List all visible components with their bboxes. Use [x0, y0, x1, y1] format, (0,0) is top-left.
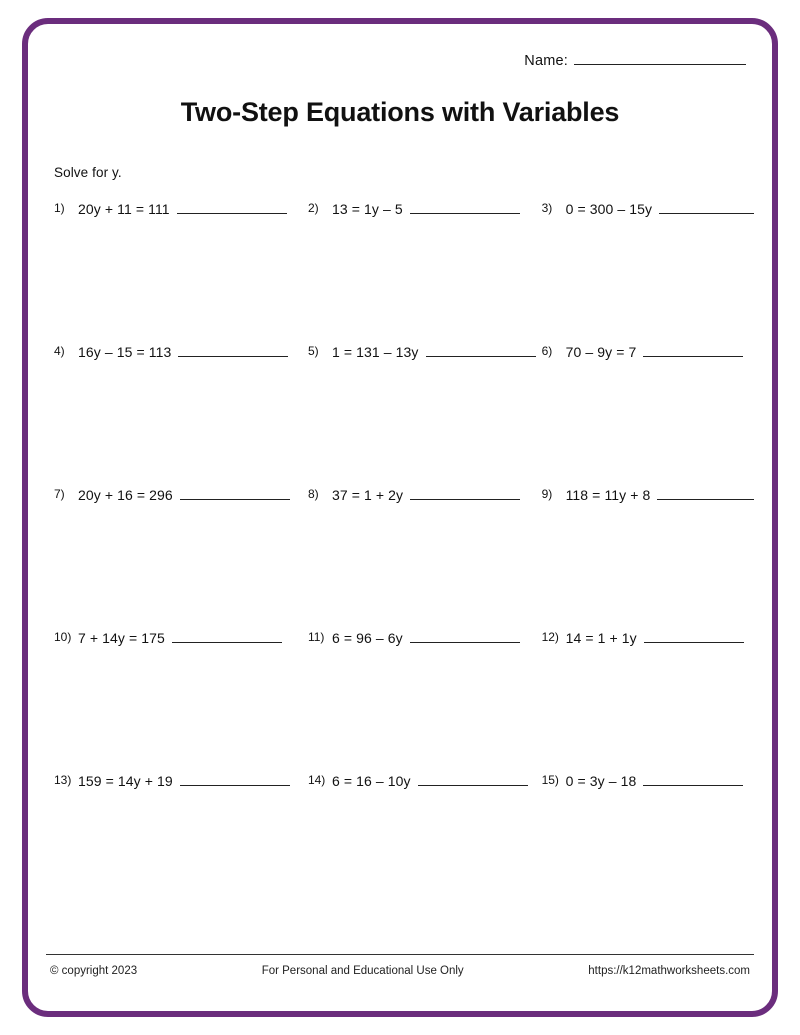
name-field-row — [46, 50, 754, 69]
problem-number: 7) — [54, 487, 65, 501]
answer-blank[interactable] — [177, 198, 287, 214]
problem-equation: 6 = 96 – 6y — [331, 630, 403, 646]
problem-equation: 6 = 16 – 10y — [331, 773, 411, 789]
worksheet-content — [46, 44, 754, 991]
problem-number: 4) — [54, 344, 65, 358]
problem-item — [308, 627, 542, 770]
problem-number: 14) — [307, 773, 326, 787]
problem-item — [542, 627, 754, 770]
problem-row — [46, 627, 754, 770]
problem-row — [46, 198, 754, 341]
answer-blank[interactable] — [178, 341, 288, 357]
problem-number: 1) — [54, 201, 65, 215]
answer-blank[interactable] — [643, 770, 743, 786]
answer-blank[interactable] — [410, 627, 520, 643]
problem-item — [308, 198, 542, 341]
problem-body — [566, 627, 754, 646]
problem-equation: 1 = 131 – 13y — [331, 344, 419, 360]
problem-equation: 14 = 1 + 1y — [565, 630, 637, 646]
problem-number: 8) — [307, 487, 319, 501]
problem-body — [332, 770, 542, 789]
answer-blank[interactable] — [172, 627, 282, 643]
problem-equation: 20y + 11 = 111 — [78, 201, 170, 217]
problem-body — [566, 770, 754, 789]
problem-row — [46, 770, 754, 913]
problem-equation: 159 = 14y + 19 — [78, 773, 173, 789]
usage-text: For Personal and Educational Use Only — [261, 965, 464, 977]
problem-number: 12) — [541, 630, 559, 644]
problem-item — [542, 341, 754, 484]
problem-body — [566, 198, 754, 217]
problem-body — [566, 341, 754, 360]
problem-equation: 13 = 1y – 5 — [331, 201, 403, 217]
name-input-line[interactable] — [574, 50, 746, 65]
problem-body — [78, 484, 308, 503]
problem-body — [332, 627, 542, 646]
problem-item — [308, 484, 542, 627]
website-url: https://k12mathworksheets.com — [588, 965, 750, 977]
problem-equation: 37 = 1 + 2y — [331, 487, 404, 503]
problem-body — [78, 198, 308, 217]
problem-number: 2) — [307, 201, 319, 215]
problem-equation: 0 = 300 – 15y — [565, 201, 653, 217]
problem-item — [308, 770, 542, 913]
problem-body — [332, 484, 542, 503]
problem-item — [46, 770, 308, 913]
problem-number: 5) — [307, 344, 319, 358]
problem-item — [46, 484, 308, 627]
problem-body — [332, 198, 542, 217]
page-title: Two-Step Equations with Variables — [180, 97, 620, 127]
problem-number: 10) — [54, 630, 72, 644]
answer-blank[interactable] — [657, 484, 754, 500]
page-footer — [46, 965, 754, 977]
problem-item — [46, 198, 308, 341]
problem-number: 11) — [307, 630, 325, 644]
answer-blank[interactable] — [659, 198, 754, 214]
answer-blank[interactable] — [410, 198, 520, 214]
problem-item — [308, 341, 542, 484]
problem-item — [46, 627, 308, 770]
problem-item — [542, 770, 754, 913]
problem-number: 9) — [541, 487, 553, 501]
problem-body — [78, 341, 308, 360]
problem-equation: 7 + 14y = 175 — [78, 630, 165, 646]
problem-row — [46, 484, 754, 627]
answer-blank[interactable] — [418, 770, 528, 786]
problems-grid — [46, 198, 754, 913]
answer-blank[interactable] — [180, 484, 290, 500]
problem-body — [78, 770, 308, 789]
problem-equation: 20y + 16 = 296 — [78, 487, 173, 503]
problem-item — [542, 484, 754, 627]
copyright-text: © copyright 2023 — [50, 965, 138, 977]
problem-item — [46, 341, 308, 484]
problem-number: 13) — [54, 773, 72, 787]
answer-blank[interactable] — [180, 770, 290, 786]
problem-body — [78, 627, 308, 646]
problem-number: 6) — [541, 344, 553, 358]
problem-equation: 0 = 3y – 18 — [565, 773, 637, 789]
answer-blank[interactable] — [643, 341, 743, 357]
problem-number: 15) — [541, 773, 559, 787]
footer-divider — [46, 954, 754, 955]
problem-body — [566, 484, 754, 503]
problem-number: 3) — [541, 201, 553, 215]
answer-blank[interactable] — [426, 341, 536, 357]
problem-row — [46, 341, 754, 484]
problem-equation: 118 = 11y + 8 — [565, 487, 651, 503]
answer-blank[interactable] — [644, 627, 744, 643]
instructions-text: Solve for y. — [54, 165, 122, 180]
problem-item — [542, 198, 754, 341]
problem-body — [332, 341, 542, 360]
problem-equation: 16y – 15 = 113 — [78, 344, 172, 360]
problem-equation: 70 – 9y = 7 — [565, 344, 637, 360]
name-label: Name: — [524, 53, 568, 69]
answer-blank[interactable] — [410, 484, 520, 500]
